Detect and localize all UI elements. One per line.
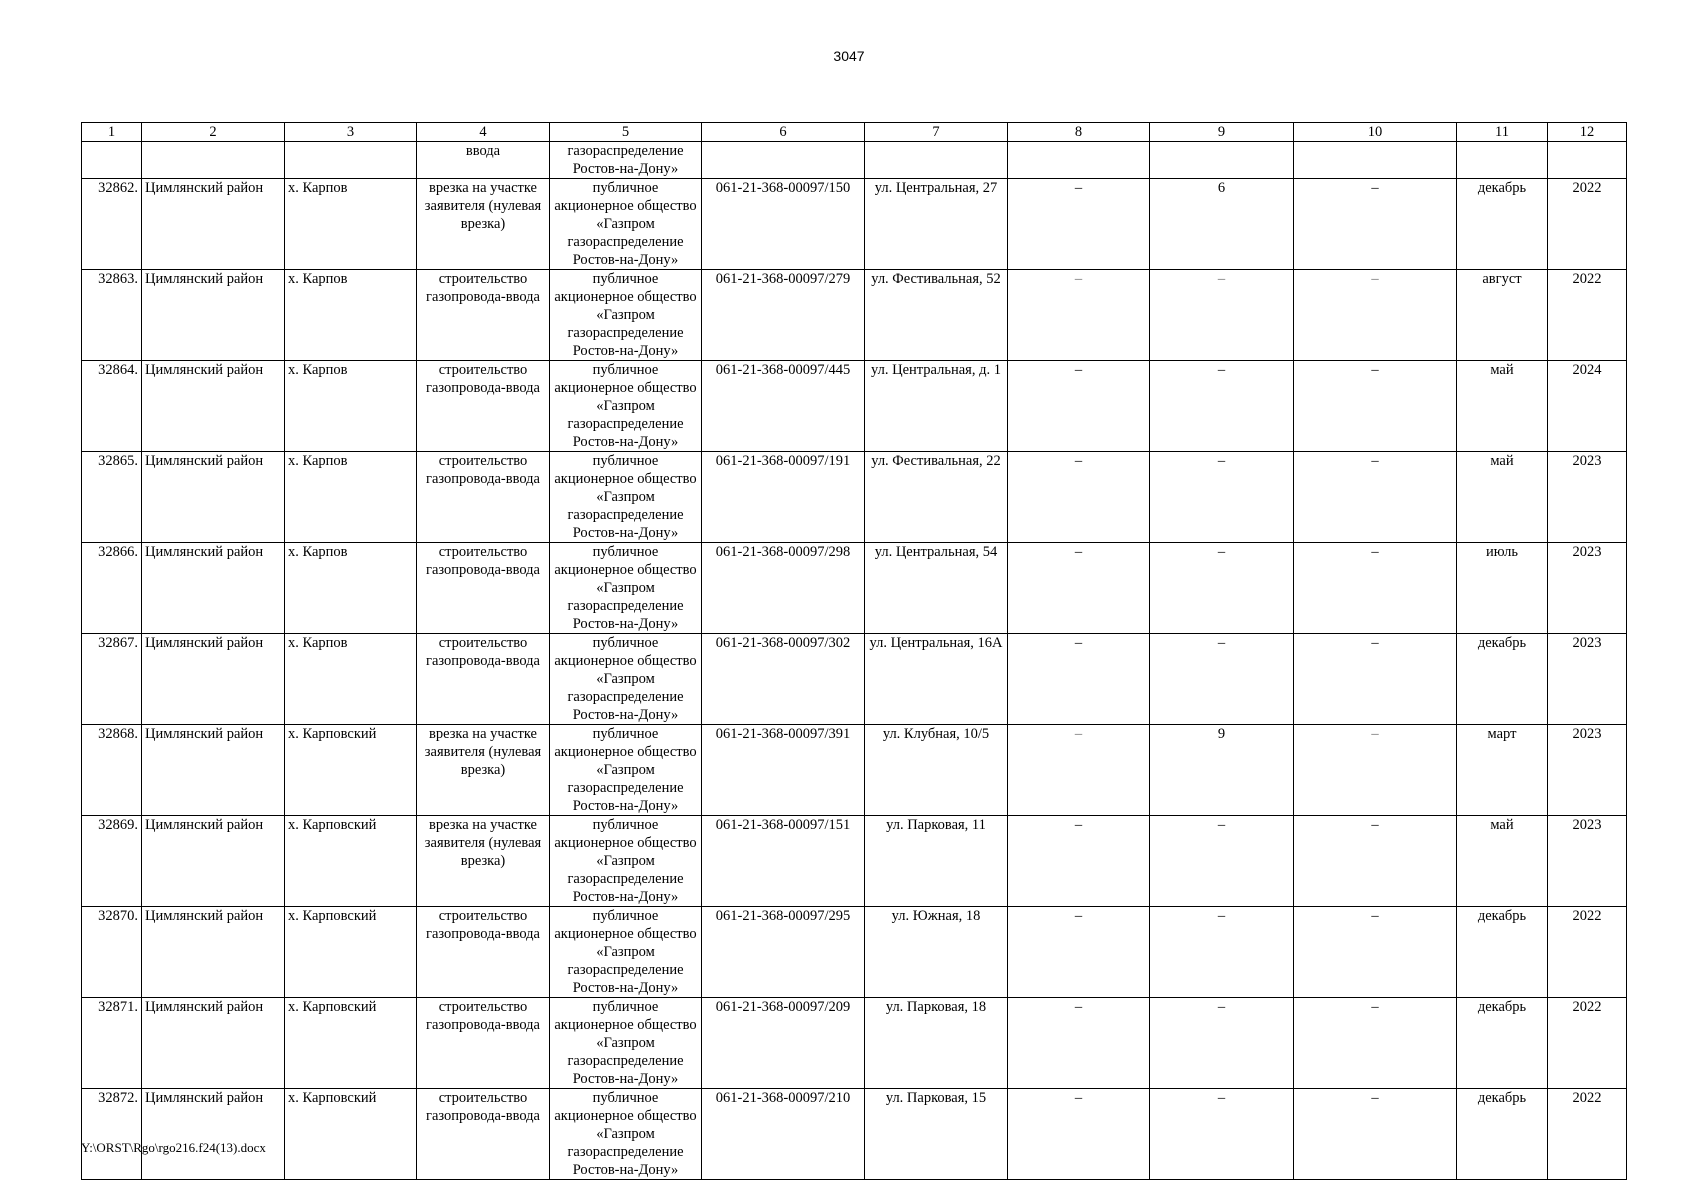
column-header-9: 9 [1150,123,1294,142]
cell-month: август [1457,270,1548,361]
continuation-cell-col-10 [1294,142,1457,179]
column-header-6: 6 [702,123,865,142]
cell-application-number: 061-21-368-00097/279 [702,270,865,361]
cell-address: ул. Фестивальная, 52 [865,270,1008,361]
cell-col-10: – [1294,1089,1457,1180]
cell-month: декабрь [1457,907,1548,998]
cell-settlement: х. Карпов [285,452,417,543]
cell-district: Цимлянский район [142,1089,285,1180]
cell-col-10: – [1294,816,1457,907]
cell-settlement: х. Карпов [285,543,417,634]
cell-col-9: – [1150,452,1294,543]
table-row [82,543,1627,634]
cell-organization: публичное акционерное общество «Газпром газораспределение Ростов-на-Дону» [550,816,702,907]
cell-settlement: х. Карпов [285,634,417,725]
column-header-8: 8 [1008,123,1150,142]
cell-col-9: – [1150,998,1294,1089]
cell-district: Цимлянский район [142,179,285,270]
table-row [82,816,1627,907]
cell-col-8: – [1008,634,1150,725]
cell-col-8: – [1008,452,1150,543]
column-header-12: 12 [1548,123,1627,142]
cell-year: 2022 [1548,907,1627,998]
continuation-row [82,142,1627,179]
cell-settlement: х. Карповский [285,907,417,998]
cell-row-number: 32868. [82,725,142,816]
cell-application-number: 061-21-368-00097/210 [702,1089,865,1180]
cell-district: Цимлянский район [142,725,285,816]
cell-row-number: 32864. [82,361,142,452]
cell-address: ул. Центральная, д. 1 [865,361,1008,452]
cell-application-number: 061-21-368-00097/298 [702,543,865,634]
cell-col-9: – [1150,816,1294,907]
column-header-2: 2 [142,123,285,142]
cell-year: 2023 [1548,452,1627,543]
cell-col-10: – [1294,179,1457,270]
file-path-footer: Y:\ORST\Rgo\rgo216.f24(13).docx [81,1140,266,1155]
cell-district: Цимлянский район [142,543,285,634]
page-number: 3047 [833,48,865,64]
cell-application-number: 061-21-368-00097/209 [702,998,865,1089]
cell-work-type: строительство газопровода-ввода [417,361,550,452]
cell-col-8: – [1008,907,1150,998]
cell-row-number: 32869. [82,816,142,907]
cell-application-number: 061-21-368-00097/445 [702,361,865,452]
continuation-cell-settlement [285,142,417,179]
cell-col-10: – [1294,452,1457,543]
cell-district: Цимлянский район [142,270,285,361]
continuation-cell-col-8 [1008,142,1150,179]
cell-work-type: врезка на участке заявителя (нулевая врезка) [417,725,550,816]
cell-address: ул. Центральная, 16А [865,634,1008,725]
continuation-cell-work-type: ввода [417,142,550,179]
cell-col-8: – [1008,725,1150,816]
cell-month: декабрь [1457,179,1548,270]
cell-work-type: строительство газопровода-ввода [417,634,550,725]
column-header-3: 3 [285,123,417,142]
cell-settlement: х. Карпов [285,361,417,452]
table-row [82,452,1627,543]
cell-row-number: 32863. [82,270,142,361]
cell-address: ул. Центральная, 27 [865,179,1008,270]
cell-row-number: 32870. [82,907,142,998]
table-row [82,1089,1627,1180]
cell-month: май [1457,361,1548,452]
cell-col-10: – [1294,998,1457,1089]
column-header-5: 5 [550,123,702,142]
cell-col-10: – [1294,634,1457,725]
cell-application-number: 061-21-368-00097/391 [702,725,865,816]
column-number-header [82,123,1627,142]
cell-application-number: 061-21-368-00097/151 [702,816,865,907]
continuation-cell-district [142,142,285,179]
cell-work-type: врезка на участке заявителя (нулевая врезка) [417,816,550,907]
data-table [81,122,1627,1180]
cell-row-number: 32862. [82,179,142,270]
column-header-11: 11 [1457,123,1548,142]
cell-settlement: х. Карповский [285,816,417,907]
continuation-cell-row-number [82,142,142,179]
cell-col-10: – [1294,725,1457,816]
table-row [82,725,1627,816]
cell-district: Цимлянский район [142,361,285,452]
table-row [82,270,1627,361]
cell-month: май [1457,816,1548,907]
cell-settlement: х. Карпов [285,270,417,361]
cell-col-9: – [1150,270,1294,361]
column-header-10: 10 [1294,123,1457,142]
cell-col-9: – [1150,634,1294,725]
cell-application-number: 061-21-368-00097/191 [702,452,865,543]
cell-year: 2023 [1548,634,1627,725]
cell-col-10: – [1294,270,1457,361]
cell-application-number: 061-21-368-00097/150 [702,179,865,270]
cell-year: 2022 [1548,1089,1627,1180]
cell-month: март [1457,725,1548,816]
cell-col-8: – [1008,998,1150,1089]
cell-month: декабрь [1457,1089,1548,1180]
table-row [82,179,1627,270]
cell-col-9: – [1150,361,1294,452]
cell-month: декабрь [1457,998,1548,1089]
cell-organization: публичное акционерное общество «Газпром газораспределение Ростов-на-Дону» [550,179,702,270]
cell-month: май [1457,452,1548,543]
column-header-4: 4 [417,123,550,142]
cell-district: Цимлянский район [142,998,285,1089]
cell-address: ул. Южная, 18 [865,907,1008,998]
cell-year: 2024 [1548,361,1627,452]
cell-year: 2023 [1548,725,1627,816]
cell-month: июль [1457,543,1548,634]
cell-organization: публичное акционерное общество «Газпром газораспределение Ростов-на-Дону» [550,361,702,452]
cell-organization: публичное акционерное общество «Газпром газораспределение Ростов-на-Дону» [550,543,702,634]
cell-col-9: – [1150,543,1294,634]
cell-address: ул. Фестивальная, 22 [865,452,1008,543]
cell-col-9: 6 [1150,179,1294,270]
cell-organization: публичное акционерное общество «Газпром газораспределение Ростов-на-Дону» [550,452,702,543]
cell-col-9: – [1150,1089,1294,1180]
cell-work-type: врезка на участке заявителя (нулевая врезка) [417,179,550,270]
table-row [82,998,1627,1089]
cell-year: 2022 [1548,270,1627,361]
cell-row-number: 32866. [82,543,142,634]
cell-work-type: строительство газопровода-ввода [417,543,550,634]
cell-col-8: – [1008,543,1150,634]
cell-address: ул. Парковая, 18 [865,998,1008,1089]
cell-address: ул. Парковая, 15 [865,1089,1008,1180]
cell-district: Цимлянский район [142,907,285,998]
cell-work-type: строительство газопровода-ввода [417,907,550,998]
cell-settlement: х. Карповский [285,1089,417,1180]
cell-col-8: – [1008,1089,1150,1180]
continuation-cell-address [865,142,1008,179]
cell-year: 2023 [1548,543,1627,634]
cell-address: ул. Клубная, 10/5 [865,725,1008,816]
cell-col-8: – [1008,179,1150,270]
cell-row-number: 32865. [82,452,142,543]
column-header-1: 1 [82,123,142,142]
cell-organization: публичное акционерное общество «Газпром газораспределение Ростов-на-Дону» [550,725,702,816]
cell-settlement: х. Карпов [285,179,417,270]
cell-row-number: 32867. [82,634,142,725]
cell-col-10: – [1294,543,1457,634]
cell-work-type: строительство газопровода-ввода [417,998,550,1089]
cell-organization: публичное акционерное общество «Газпром газораспределение Ростов-на-Дону» [550,998,702,1089]
cell-col-9: 9 [1150,725,1294,816]
cell-year: 2022 [1548,179,1627,270]
cell-organization: публичное акционерное общество «Газпром газораспределение Ростов-на-Дону» [550,270,702,361]
cell-district: Цимлянский район [142,634,285,725]
cell-district: Цимлянский район [142,452,285,543]
cell-application-number: 061-21-368-00097/302 [702,634,865,725]
cell-row-number: 32872. [82,1089,142,1180]
cell-work-type: строительство газопровода-ввода [417,270,550,361]
table-row [82,634,1627,725]
cell-col-8: – [1008,270,1150,361]
continuation-cell-col-9 [1150,142,1294,179]
cell-col-10: – [1294,907,1457,998]
cell-address: ул. Парковая, 11 [865,816,1008,907]
cell-work-type: строительство газопровода-ввода [417,1089,550,1180]
cell-col-9: – [1150,907,1294,998]
cell-row-number: 32871. [82,998,142,1089]
cell-year: 2022 [1548,998,1627,1089]
continuation-cell-year [1548,142,1627,179]
cell-col-8: – [1008,361,1150,452]
table-row [82,361,1627,452]
continuation-cell-application-number [702,142,865,179]
column-header-7: 7 [865,123,1008,142]
cell-district: Цимлянский район [142,816,285,907]
cell-address: ул. Центральная, 54 [865,543,1008,634]
cell-application-number: 061-21-368-00097/295 [702,907,865,998]
cell-organization: публичное акционерное общество «Газпром газораспределение Ростов-на-Дону» [550,1089,702,1180]
cell-year: 2023 [1548,816,1627,907]
cell-organization: публичное акционерное общество «Газпром газораспределение Ростов-на-Дону» [550,907,702,998]
cell-col-10: – [1294,361,1457,452]
cell-settlement: х. Карповский [285,998,417,1089]
cell-settlement: х. Карповский [285,725,417,816]
continuation-cell-month [1457,142,1548,179]
cell-work-type: строительство газопровода-ввода [417,452,550,543]
cell-organization: публичное акционерное общество «Газпром газораспределение Ростов-на-Дону» [550,634,702,725]
cell-col-8: – [1008,816,1150,907]
continuation-cell-organization: газораспределение Ростов-на-Дону» [550,142,702,179]
table-row [82,907,1627,998]
cell-month: декабрь [1457,634,1548,725]
